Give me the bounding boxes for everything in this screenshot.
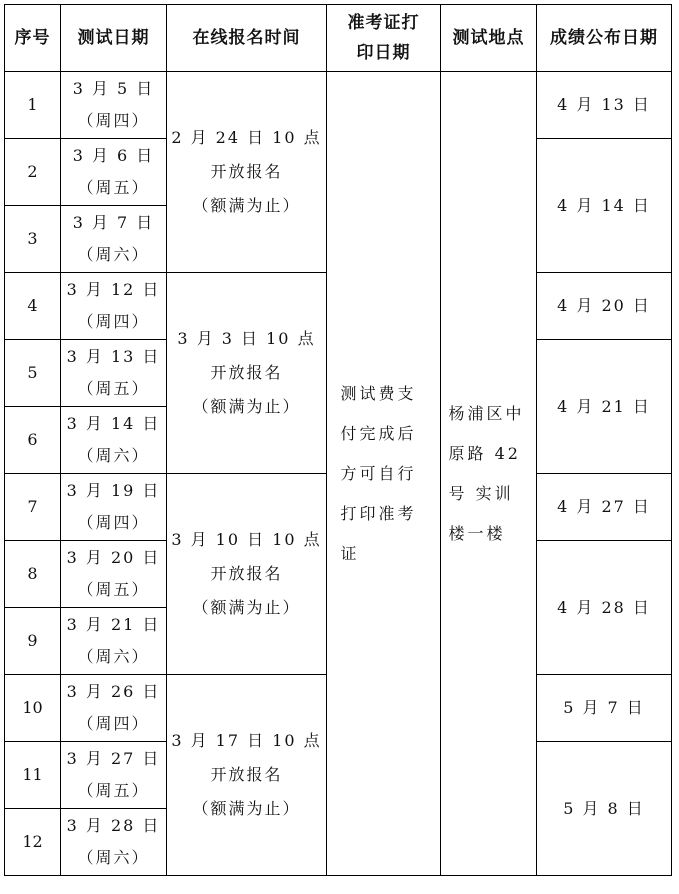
print-info: 测试费支付完成后方可自行打印准考证 <box>340 383 417 563</box>
registration-note: （额满为止） <box>192 397 301 416</box>
registration-cell <box>167 72 327 273</box>
seq-cell: 3 <box>5 206 61 273</box>
registration-cell <box>167 474 327 675</box>
seq-cell: 9 <box>5 608 61 675</box>
test-date: 3 月 6 日 <box>72 146 155 165</box>
test-date-cell <box>61 675 167 742</box>
test-date: 3 月 21 日 <box>66 615 161 634</box>
seq-cell: 6 <box>5 407 61 474</box>
registration-time: 2 月 24 日 10 点 <box>171 128 322 147</box>
score-date-cell: 4 月 13 日 <box>537 72 672 139</box>
score-date-cell: 4 月 20 日 <box>537 273 672 340</box>
table-row <box>5 72 672 139</box>
test-weekday: （周六） <box>77 245 150 264</box>
test-date: 3 月 26 日 <box>66 682 161 701</box>
score-date-cell: 5 月 7 日 <box>537 675 672 742</box>
seq-cell: 7 <box>5 474 61 541</box>
test-weekday: （周六） <box>77 848 150 867</box>
registration-action: 开放报名 <box>210 564 283 583</box>
test-date: 3 月 28 日 <box>66 816 161 835</box>
test-date-cell <box>61 742 167 809</box>
registration-time: 3 月 3 日 10 点 <box>177 329 316 348</box>
test-date-cell <box>61 206 167 273</box>
header-registration: 在线报名时间 <box>167 5 327 72</box>
test-date: 3 月 14 日 <box>66 414 161 433</box>
seq-cell: 12 <box>5 809 61 876</box>
score-date-cell: 5 月 8 日 <box>537 742 672 876</box>
test-weekday: （周五） <box>77 379 150 398</box>
test-weekday: （周四） <box>77 513 150 532</box>
test-date: 3 月 19 日 <box>66 481 161 500</box>
test-date-cell <box>61 273 167 340</box>
test-weekday: （周五） <box>77 580 150 599</box>
score-date-cell: 4 月 21 日 <box>537 340 672 474</box>
seq-cell: 2 <box>5 139 61 206</box>
seq-cell: 5 <box>5 340 61 407</box>
test-date-cell <box>61 608 167 675</box>
test-date-cell <box>61 139 167 206</box>
header-location: 测试地点 <box>441 5 537 72</box>
score-date-cell: 4 月 28 日 <box>537 541 672 675</box>
registration-time: 3 月 17 日 10 点 <box>171 731 322 750</box>
registration-note: （额满为止） <box>192 598 301 617</box>
test-weekday: （周四） <box>77 111 150 130</box>
header-score-date: 成绩公布日期 <box>537 5 672 72</box>
registration-action: 开放报名 <box>210 162 283 181</box>
test-weekday: （周五） <box>77 178 150 197</box>
seq-cell: 11 <box>5 742 61 809</box>
test-date-cell <box>61 340 167 407</box>
test-weekday: （周四） <box>77 312 150 331</box>
header-seq: 序号 <box>5 5 61 72</box>
test-date: 3 月 27 日 <box>66 749 161 768</box>
registration-action: 开放报名 <box>210 765 283 784</box>
registration-note: （额满为止） <box>192 799 301 818</box>
seq-cell: 10 <box>5 675 61 742</box>
test-date: 3 月 20 日 <box>66 548 161 567</box>
registration-cell <box>167 273 327 474</box>
test-date: 3 月 7 日 <box>72 213 155 232</box>
test-weekday: （周四） <box>77 714 150 733</box>
test-date: 3 月 5 日 <box>72 79 155 98</box>
schedule-sheet <box>4 4 672 876</box>
table-header-row <box>5 5 672 72</box>
test-date-cell <box>61 474 167 541</box>
score-date-cell: 4 月 14 日 <box>537 139 672 273</box>
test-date-cell <box>61 541 167 608</box>
test-weekday: （周五） <box>77 781 150 800</box>
test-date-cell <box>61 809 167 876</box>
test-date: 3 月 13 日 <box>66 347 161 366</box>
exam-schedule-table <box>4 4 672 876</box>
test-weekday: （周六） <box>77 647 150 666</box>
seq-cell: 8 <box>5 541 61 608</box>
print-date-cell <box>327 72 441 876</box>
registration-time: 3 月 10 日 10 点 <box>171 530 322 549</box>
location-info: 杨浦区中原路 42 号 实训楼一楼 <box>448 403 525 543</box>
score-date-cell: 4 月 27 日 <box>537 474 672 541</box>
header-print-date-label: 准考证打印日期 <box>347 13 420 63</box>
header-print-date <box>327 5 441 72</box>
header-test-date: 测试日期 <box>61 5 167 72</box>
registration-cell <box>167 675 327 876</box>
test-date-cell <box>61 72 167 139</box>
test-date-cell <box>61 407 167 474</box>
test-date: 3 月 12 日 <box>66 280 161 299</box>
test-weekday: （周六） <box>77 446 150 465</box>
seq-cell: 4 <box>5 273 61 340</box>
registration-action: 开放报名 <box>210 363 283 382</box>
seq-cell: 1 <box>5 72 61 139</box>
registration-note: （额满为止） <box>192 196 301 215</box>
location-cell <box>441 72 537 876</box>
